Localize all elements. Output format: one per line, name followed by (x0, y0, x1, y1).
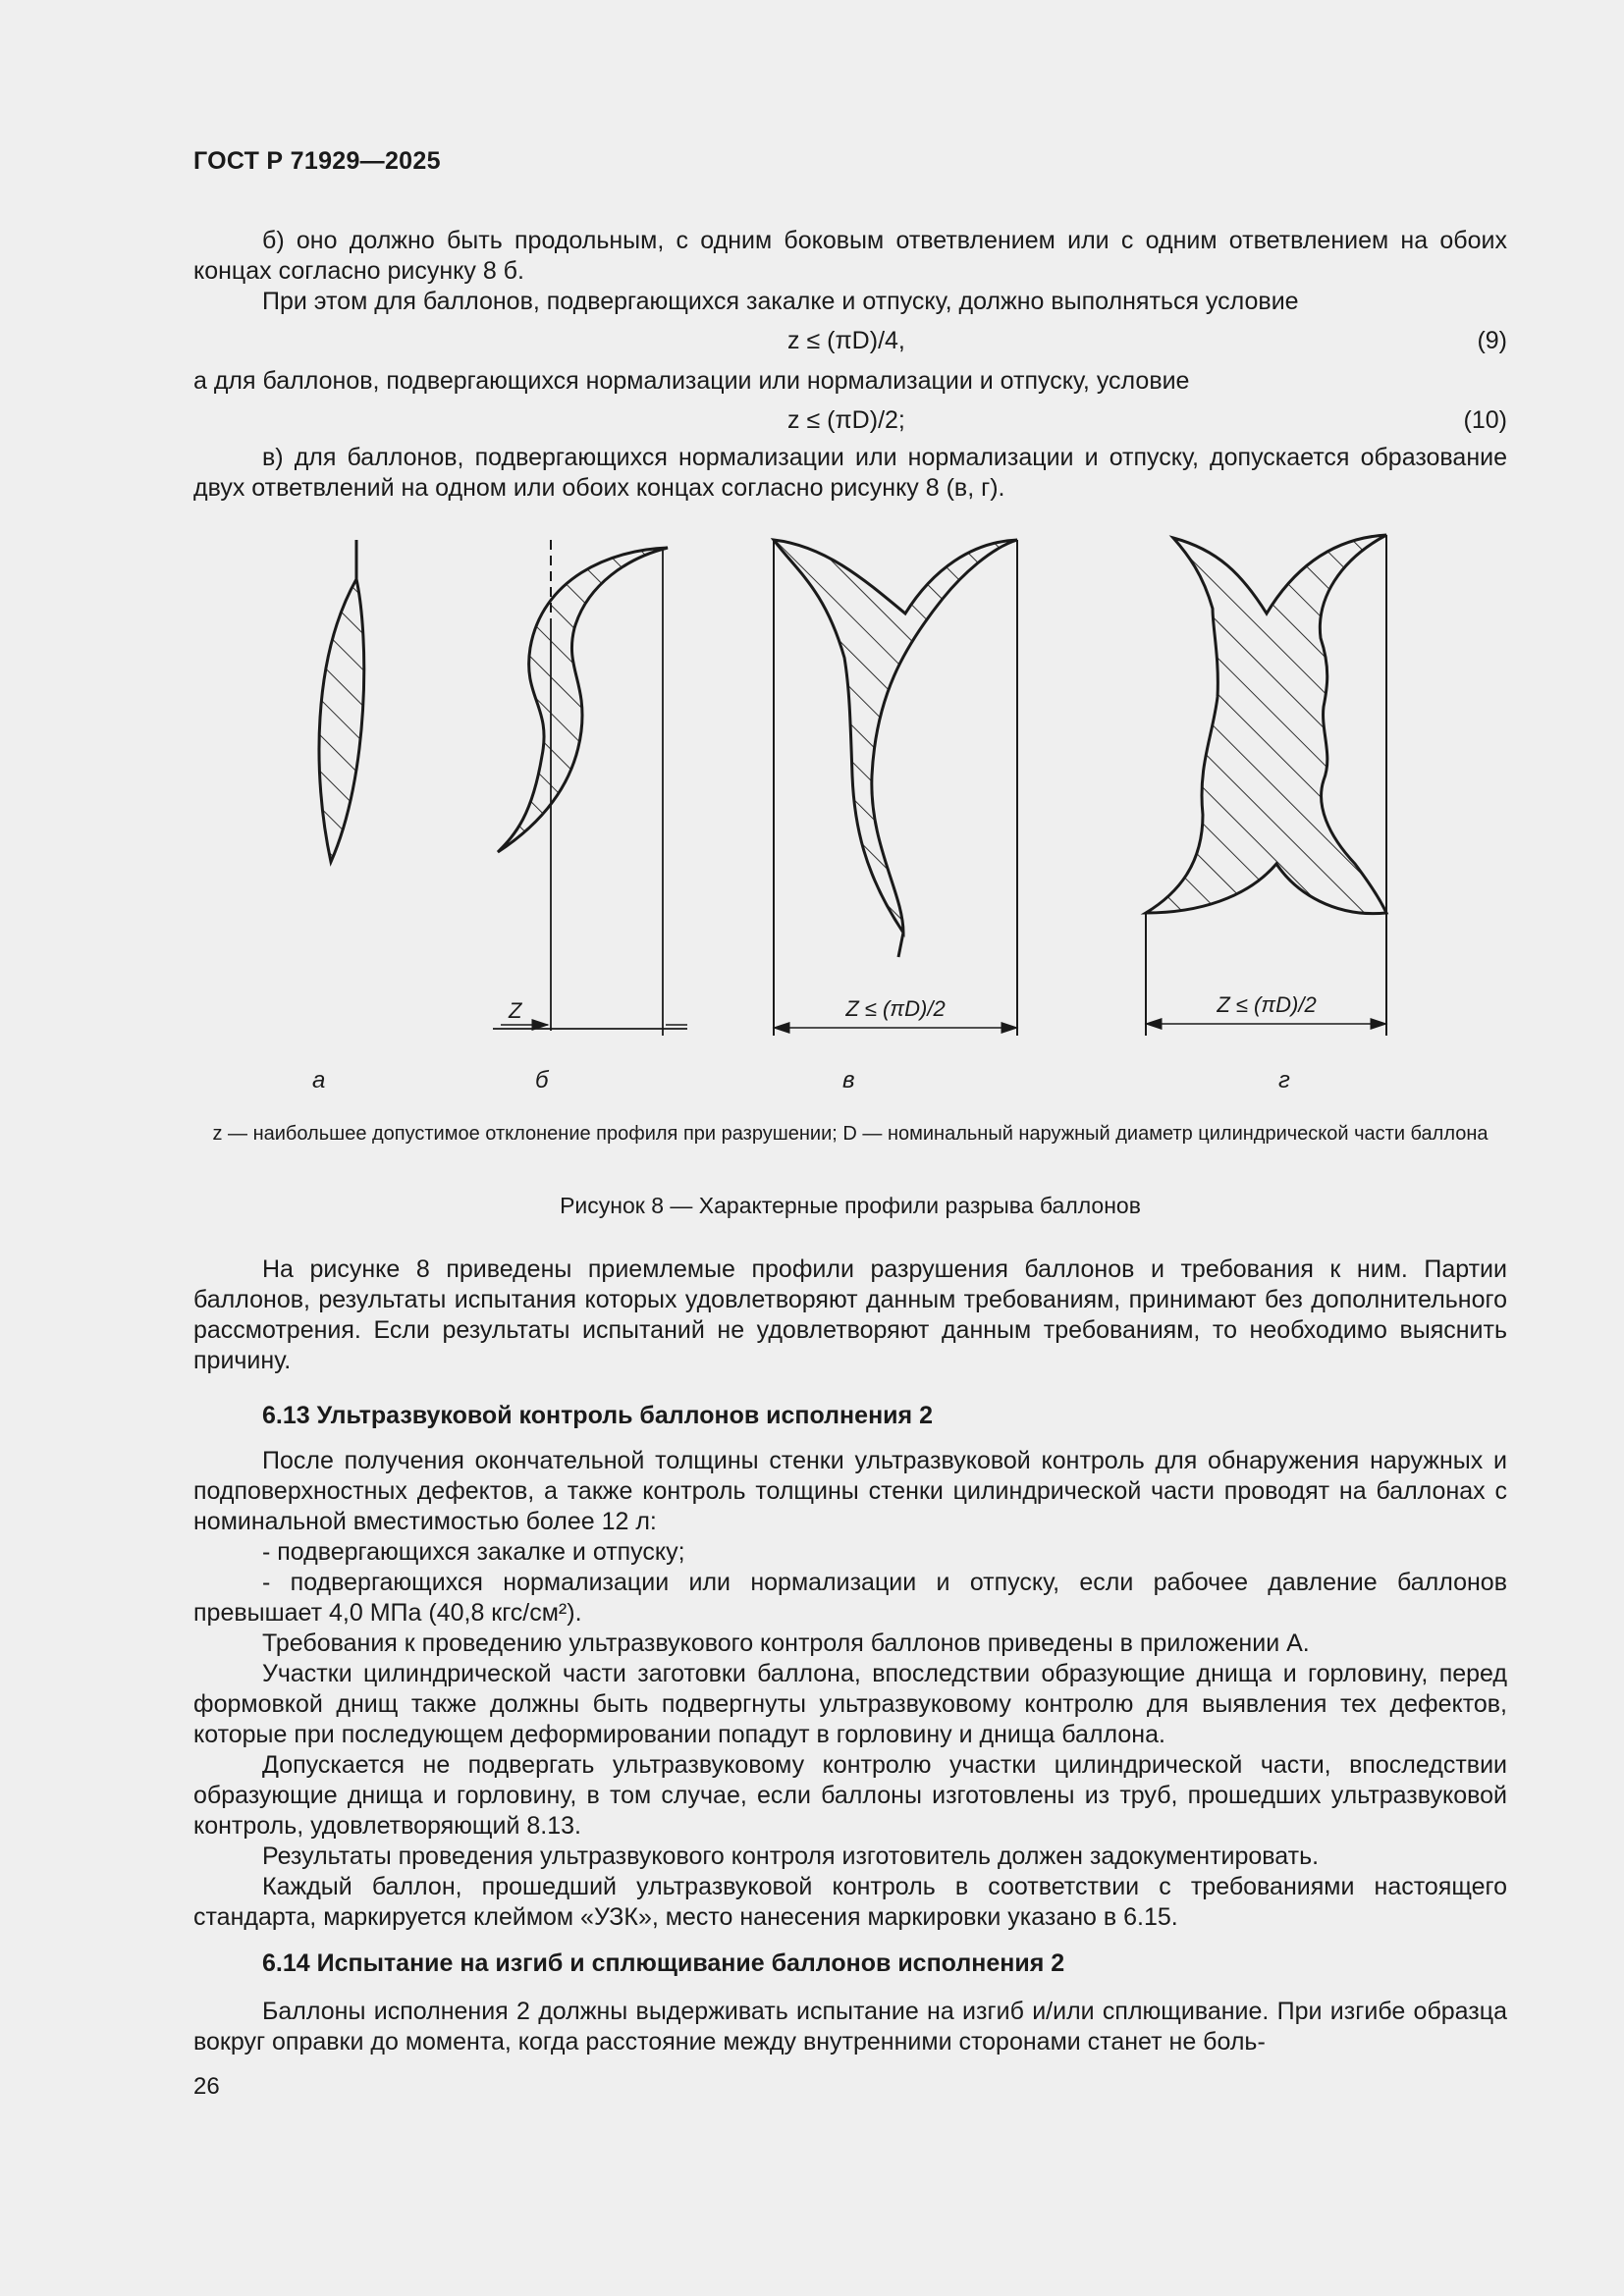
figure-caption: Рисунок 8 — Характерные профили разрыва баллонов (560, 1193, 1141, 1218)
paragraph-6-13-exemption: Допускается не подвергать ультразвуковому контролю участки цилиндрической части, впоследствии образующие днища и горловину, в том случае, если баллоны изготовлены из труб, прошедших ультразвуковой контроль, удовлетворяющий 8.13. (193, 1751, 1507, 1840)
heading-6-13: 6.13 Ультразвуковой контроль баллонов исполнения 2 (262, 1402, 933, 1429)
profile-a (319, 540, 364, 862)
figure-8-drawing (177, 520, 1532, 1109)
paragraph-figure-8: На рисунке 8 приведены приемлемые профили разрушения баллонов и требования к ним. Партии баллонов, результаты испытания которых удовлетворяют данным требованиям, принимают без дополнительного рассмотрения. Если результаты испытаний не удовлетворяют данным требованиям, то необходимо выяснить причину. (193, 1255, 1507, 1374)
paragraph-hardening: При этом для баллонов, подвергающихся закалке и отпуску, должно выполняться условие (262, 288, 1299, 315)
dimension-g-label: Z ≤ (πD)/2 (1217, 992, 1317, 1017)
paragraph-v: в) для баллонов, подвергающихся нормализации или нормализации и отпуску, допускается образование двух ответвлений на одном или обоих концах согласно рисунку 8 (в, г). (193, 444, 1507, 502)
paragraph-b: б) оно должно быть продольным, с одним боковым ответвлением или с одним ответвлением на обоих концах согласно рисунку 8 б. (193, 227, 1507, 285)
bullet-hardening: - подвергающихся закалке и отпуску; (262, 1538, 685, 1566)
paragraph-6-13-intro: После получения окончательной толщины стенки ультразвуковой контроль для обнаружения наружных и подповерхностных дефектов, а также контроль толщины стенки цилиндрической части проводят на баллонах с номинальной вместимостью более 12 л: (193, 1447, 1507, 1535)
figure-letter-g: г (1278, 1067, 1290, 1094)
formula-10 (193, 406, 1507, 437)
formula-9-expression: z ≤ (πD)/4, (787, 327, 905, 354)
profile-b (493, 540, 687, 1036)
paragraph-6-13-sections: Участки цилиндрической части заготовки баллона, впоследствии образующие днища и горловину, перед формовкой днищ также должны быть подвергнуты ультразвуковому контролю для выявления тех дефектов, которые при последующем деформировании попадут в горловину и днища баллона. (193, 1660, 1507, 1748)
heading-6-14: 6.14 Испытание на изгиб и сплющивание баллонов исполнения 2 (262, 1949, 1065, 1977)
page-number: 26 (193, 2073, 220, 2100)
profile-g (1146, 535, 1386, 1036)
profile-v (774, 540, 1017, 1036)
formula-9 (193, 327, 1507, 357)
paragraph-normalization: а для баллонов, подвергающихся нормализации или нормализации и отпуску, условие (193, 367, 1190, 395)
bullet-normalization: - подвергающихся нормализации или нормализации и отпуску, если рабочее давление баллонов превышает 4,0 МПа (40,8 кгс/см²). (193, 1569, 1507, 1627)
formula-10-number: (10) (1463, 406, 1507, 434)
dimension-z-label: Z (509, 998, 522, 1023)
figure-legend: z — наибольшее допустимое отклонение профиля при разрушении; D — номинальный наружный диаметр цилиндрической части баллона (212, 1123, 1489, 1145)
dimension-v-label: Z ≤ (πD)/2 (845, 996, 946, 1021)
paragraph-6-13-marking: Каждый баллон, прошедший ультразвуковой контроль в соответствии с требованиями настоящего стандарта, маркируется клеймом «УЗК», место нанесения маркировки указано в 6.15. (193, 1873, 1507, 1931)
figure-letter-a: а (312, 1067, 326, 1094)
paragraph-6-13-documentation: Результаты проведения ультразвукового контроля изготовитель должен задокументировать. (262, 1842, 1320, 1870)
figure-letter-b: б (535, 1067, 549, 1094)
paragraph-6-14-intro: Баллоны исполнения 2 должны выдерживать испытание на изгиб и/или сплющивание. При изгибе образца вокруг оправки до момента, когда расстояние между внутренними сторонами станет не боль- (193, 1998, 1507, 2056)
paragraph-6-13-requirements: Требования к проведению ультразвукового контроля баллонов приведены в приложении А. (262, 1629, 1310, 1657)
formula-9-number: (9) (1477, 327, 1507, 354)
formula-10-expression: z ≤ (πD)/2; (787, 406, 905, 434)
figure-letter-v: в (842, 1067, 855, 1094)
document-header: ГОСТ Р 71929—2025 (193, 147, 441, 175)
